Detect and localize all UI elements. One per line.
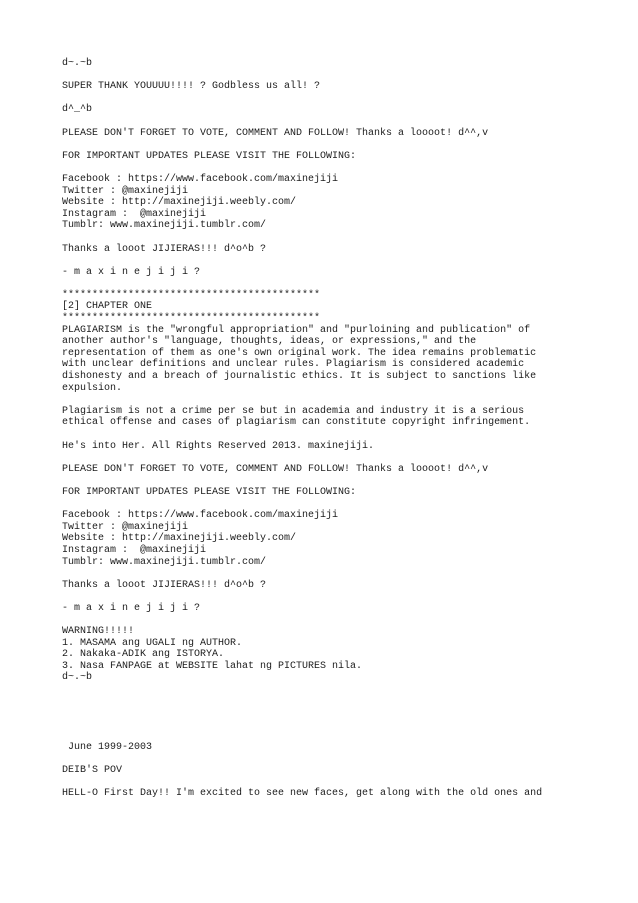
text-line: Website : http://maxinejiji.weebly.com/ (62, 197, 297, 209)
text-line (62, 499, 608, 511)
text-line: Facebook : https://www.facebook.com/maxinejiji (62, 173, 339, 185)
text-line (62, 684, 608, 696)
text-line (62, 139, 608, 151)
text-line (62, 162, 608, 174)
text-line: another author's "language, thoughts, ideas, or expressions," and the (62, 336, 477, 348)
text-line: ethical offense and cases of plagiarism can constitute copyright infringement. (62, 417, 531, 429)
text-line: Thanks a looot JIJIERAS!!! d^o^b ? (62, 243, 267, 255)
text-line: - m a x i n e j i j i ? (62, 602, 201, 614)
text-line: dishonesty and a breach of journalistic ethics. It is subject to sanctions like (62, 371, 537, 383)
text-line (62, 255, 608, 267)
text-line: 2. Nakaka-ADIK ang ISTORYA. (62, 649, 225, 661)
text-line (62, 475, 608, 487)
text-line: d~.~b (62, 58, 93, 69)
text-line: WARNING!!!!! (62, 626, 135, 638)
text-line: June 1999-2003 (62, 742, 153, 754)
text-line (62, 615, 608, 627)
text-line: Tumblr: www.maxinejiji.tumblr.com/ (62, 220, 267, 232)
text-line: Facebook : https://www.facebook.com/maxinejiji (62, 510, 339, 522)
text-line: Plagiarism is not a crime per se but in academia and industry it is a serious (62, 405, 525, 417)
text-line (62, 591, 608, 603)
text-line: PLAGIARISM is the "wrongful appropriation" and "purloining and publication" of (62, 324, 531, 336)
text-line: ******************************************* (62, 313, 321, 325)
text-line (62, 719, 608, 731)
text-line: Thanks a looot JIJIERAS!!! d^o^b ? (62, 579, 267, 591)
text-line: FOR IMPORTANT UPDATES PLEASE VISIT THE FOLLOWING: (62, 486, 357, 498)
text-line: d~.~b (62, 672, 93, 684)
text-line (62, 394, 608, 406)
text-line (62, 452, 608, 464)
text-line (62, 777, 608, 789)
text-line: Instagram : @maxinejiji (62, 544, 207, 556)
text-line: with unclear definitions and unclear rules. Plagiarism is considered academic (62, 359, 525, 371)
text-line: - m a x i n e j i j i ? (62, 266, 201, 278)
text-line (62, 278, 608, 290)
text-line: d^_^b (62, 104, 93, 116)
text-line: HELL-O First Day!! I'm excited to see new faces, get along with the old ones and (62, 788, 543, 800)
text-line: [2] CHAPTER ONE (62, 301, 153, 313)
text-line: 1. MASAMA ang UGALI ng AUTHOR. (62, 637, 243, 649)
text-line (62, 93, 608, 105)
text-line: Website : http://maxinejiji.weebly.com/ (62, 533, 297, 545)
text-line: Twitter : @maxinejiji (62, 521, 189, 533)
text-line (62, 232, 608, 244)
text-line (62, 800, 608, 812)
text-line: ******************************************* (62, 289, 321, 301)
text-line (62, 754, 608, 766)
text-line (62, 116, 608, 128)
text-line (62, 730, 608, 742)
text-line: Twitter : @maxinejiji (62, 185, 189, 197)
text-line (62, 696, 608, 708)
text-line (62, 429, 608, 441)
text-line: PLEASE DON'T FORGET TO VOTE, COMMENT AND FOLLOW! Thanks a loooot! d^^,v (62, 127, 489, 139)
text-line (62, 568, 608, 580)
text-line: He's into Her. All Rights Reserved 2013. maxinejiji. (62, 440, 375, 452)
text-line: Instagram : @maxinejiji (62, 208, 207, 220)
text-line: DEIB'S POV (62, 765, 123, 777)
text-line: FOR IMPORTANT UPDATES PLEASE VISIT THE FOLLOWING: (62, 150, 357, 162)
text-line: representation of them as one's own original work. The idea remains problematic (62, 347, 537, 359)
text-line: Tumblr: www.maxinejiji.tumblr.com/ (62, 556, 267, 568)
text-line: PLEASE DON'T FORGET TO VOTE, COMMENT AND FOLLOW! Thanks a loooot! d^^,v (62, 463, 489, 475)
text-line (62, 707, 608, 719)
text-line: expulsion. (62, 382, 123, 394)
text-line: 3. Nasa FANPAGE at WEBSITE lahat ng PICTURES nila. (62, 660, 363, 672)
text-line (62, 70, 608, 82)
text-line: SUPER THANK YOUUUU!!!! ? Godbless us all! ? (62, 81, 321, 93)
